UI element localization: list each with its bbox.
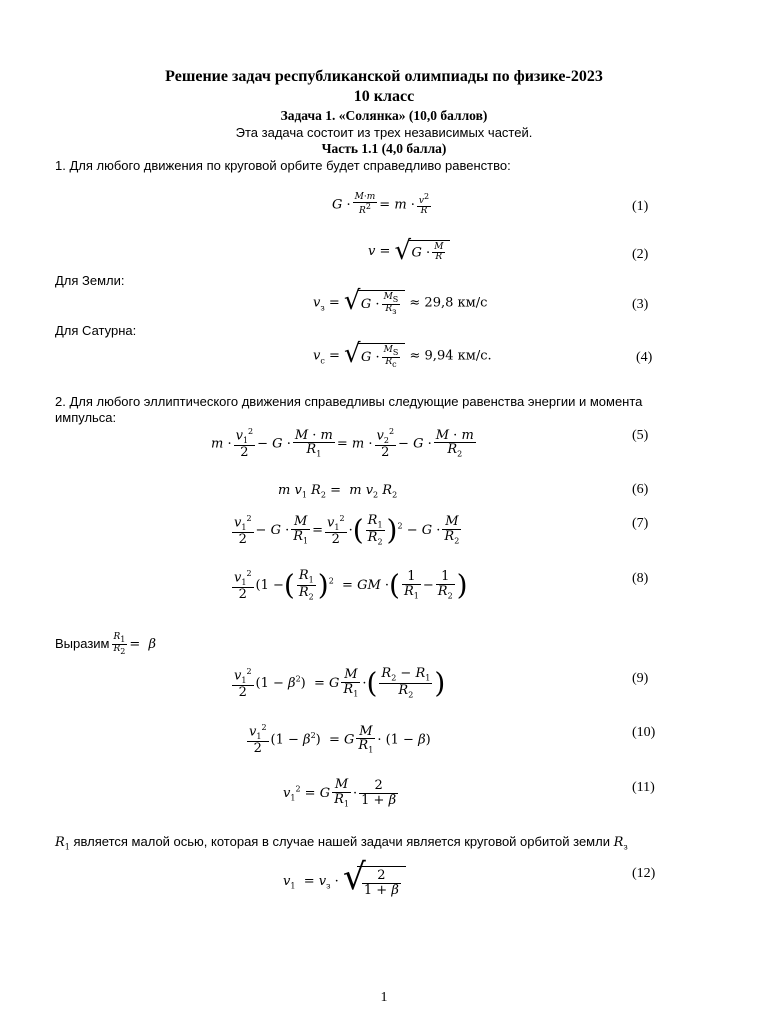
equation-number-5: (5) <box>632 428 649 443</box>
paragraph-2-line-2: импульса: <box>55 410 117 425</box>
task-heading: Задача 1. «Солянка» (10,0 баллов) <box>280 108 488 123</box>
equation-2: v = √ G · $\frac{M}{R}$ <box>368 240 450 263</box>
express-label: Выразим <box>55 636 110 652</box>
express-beta: Выразим $\frac{R_1}{R_2}$ = β <box>55 632 157 656</box>
page-number: 1 <box>380 990 388 1005</box>
equation-number-2: (2) <box>632 247 649 262</box>
equation-number-1: (1) <box>632 199 649 214</box>
equation-5: m · $\frac{v_1^2}{2}$ − G · $\frac{M \cdot m}{R_1}$ = m · $\frac{v_2^2}{2}$ − G · $\frac{M \cdot m}{R_2}$ <box>211 427 474 461</box>
saturn-velocity-value: ≈ 9,94 км/c. <box>409 348 492 364</box>
part-heading: Часть 1.1 (4,0 балла) <box>321 141 447 156</box>
equation-7: $\frac{v_1^2}{2}$ − G · $\frac{M}{R_1}$ = $\frac{v_1^2}{2}$ ·( $\frac{R_1}{R_2}$ )$^2$ − G · $\frac{M}{R_2}$ <box>234 513 460 547</box>
equation-number-6: (6) <box>632 482 649 497</box>
r1-explanation: $R_1$ является малой осью, которая в случае нашей задачи является круговой орбитой земли $R_з$ <box>55 834 628 852</box>
equation-8: $\frac{v_1^2}{2}$ (1 −( $\frac{R_1}{R_2}$ )$^2$ = GM ·( $\frac{1}{R_1}$ − $\frac{1}{R_2}$ ) <box>234 568 468 602</box>
equation-4: $v_c$ = √ G · $\frac{M_S}{R_c}$ ≈ 9,94 км/c. <box>313 339 492 369</box>
equation-number-12: (12) <box>632 866 656 881</box>
paragraph-1: 1. Для любого движения по круговой орбите будет справедливо равенство: <box>55 158 511 173</box>
equation-number-11: (11) <box>632 780 655 795</box>
task-intro: Эта задача состоит из трех независимых частей. <box>235 125 533 140</box>
earth-velocity-value: ≈ 29,8 км/c <box>409 295 488 311</box>
equation-9: $\frac{v_1^2}{2}$ $(1 - \beta^2) = G$ $\frac{M}{R_1}$ ·( $\frac{R_2 - R_1}{R_2}$ ) <box>234 666 446 700</box>
equation-number-9: (9) <box>632 671 649 686</box>
equation-10: $\frac{v_1^2}{2}$ $(1 - \beta^2) = G$ $\frac{M}{R_1}$ · (1 − β) <box>249 723 431 757</box>
document-title: Решение задач республиканской олимпиады по физике-2023 <box>165 68 603 85</box>
equation-number-3: (3) <box>632 297 649 312</box>
grade-heading: 10 класс <box>353 88 415 105</box>
equation-6: m $v_1$ $R_2 = m$ $v_2$ $R_2$ <box>278 483 398 500</box>
earth-label: Для Земли: <box>55 273 125 288</box>
equation-number-10: (10) <box>632 725 656 740</box>
saturn-label: Для Сатурна: <box>55 323 137 338</box>
equation-number-4: (4) <box>636 350 653 365</box>
equation-12: $v_1 = v_з$ · √ $\frac{2}{1 + \beta}$ <box>283 866 406 897</box>
equation-1: G · $\frac{M\cdot m}{R^2}$ = m · $\frac{v^2}{R}$ <box>332 192 430 217</box>
equation-number-7: (7) <box>632 516 649 531</box>
equation-number-8: (8) <box>632 571 649 586</box>
equation-11: $v_1^2 = G$ $\frac{M}{R_1}$ · $\frac{2}{1 + \beta}$ <box>283 777 397 809</box>
r1-text: является малой осью, которая в случае нашей задачи является круговой орбитой земли <box>73 834 610 849</box>
paragraph-2-line-1: 2. Для любого эллиптического движения справедливы следующие равенства энергии и момента <box>55 394 643 409</box>
equation-3: $v_з$ = √ G · $M_S$ $R_з$ ≈ 29,8 км/c <box>313 286 488 316</box>
